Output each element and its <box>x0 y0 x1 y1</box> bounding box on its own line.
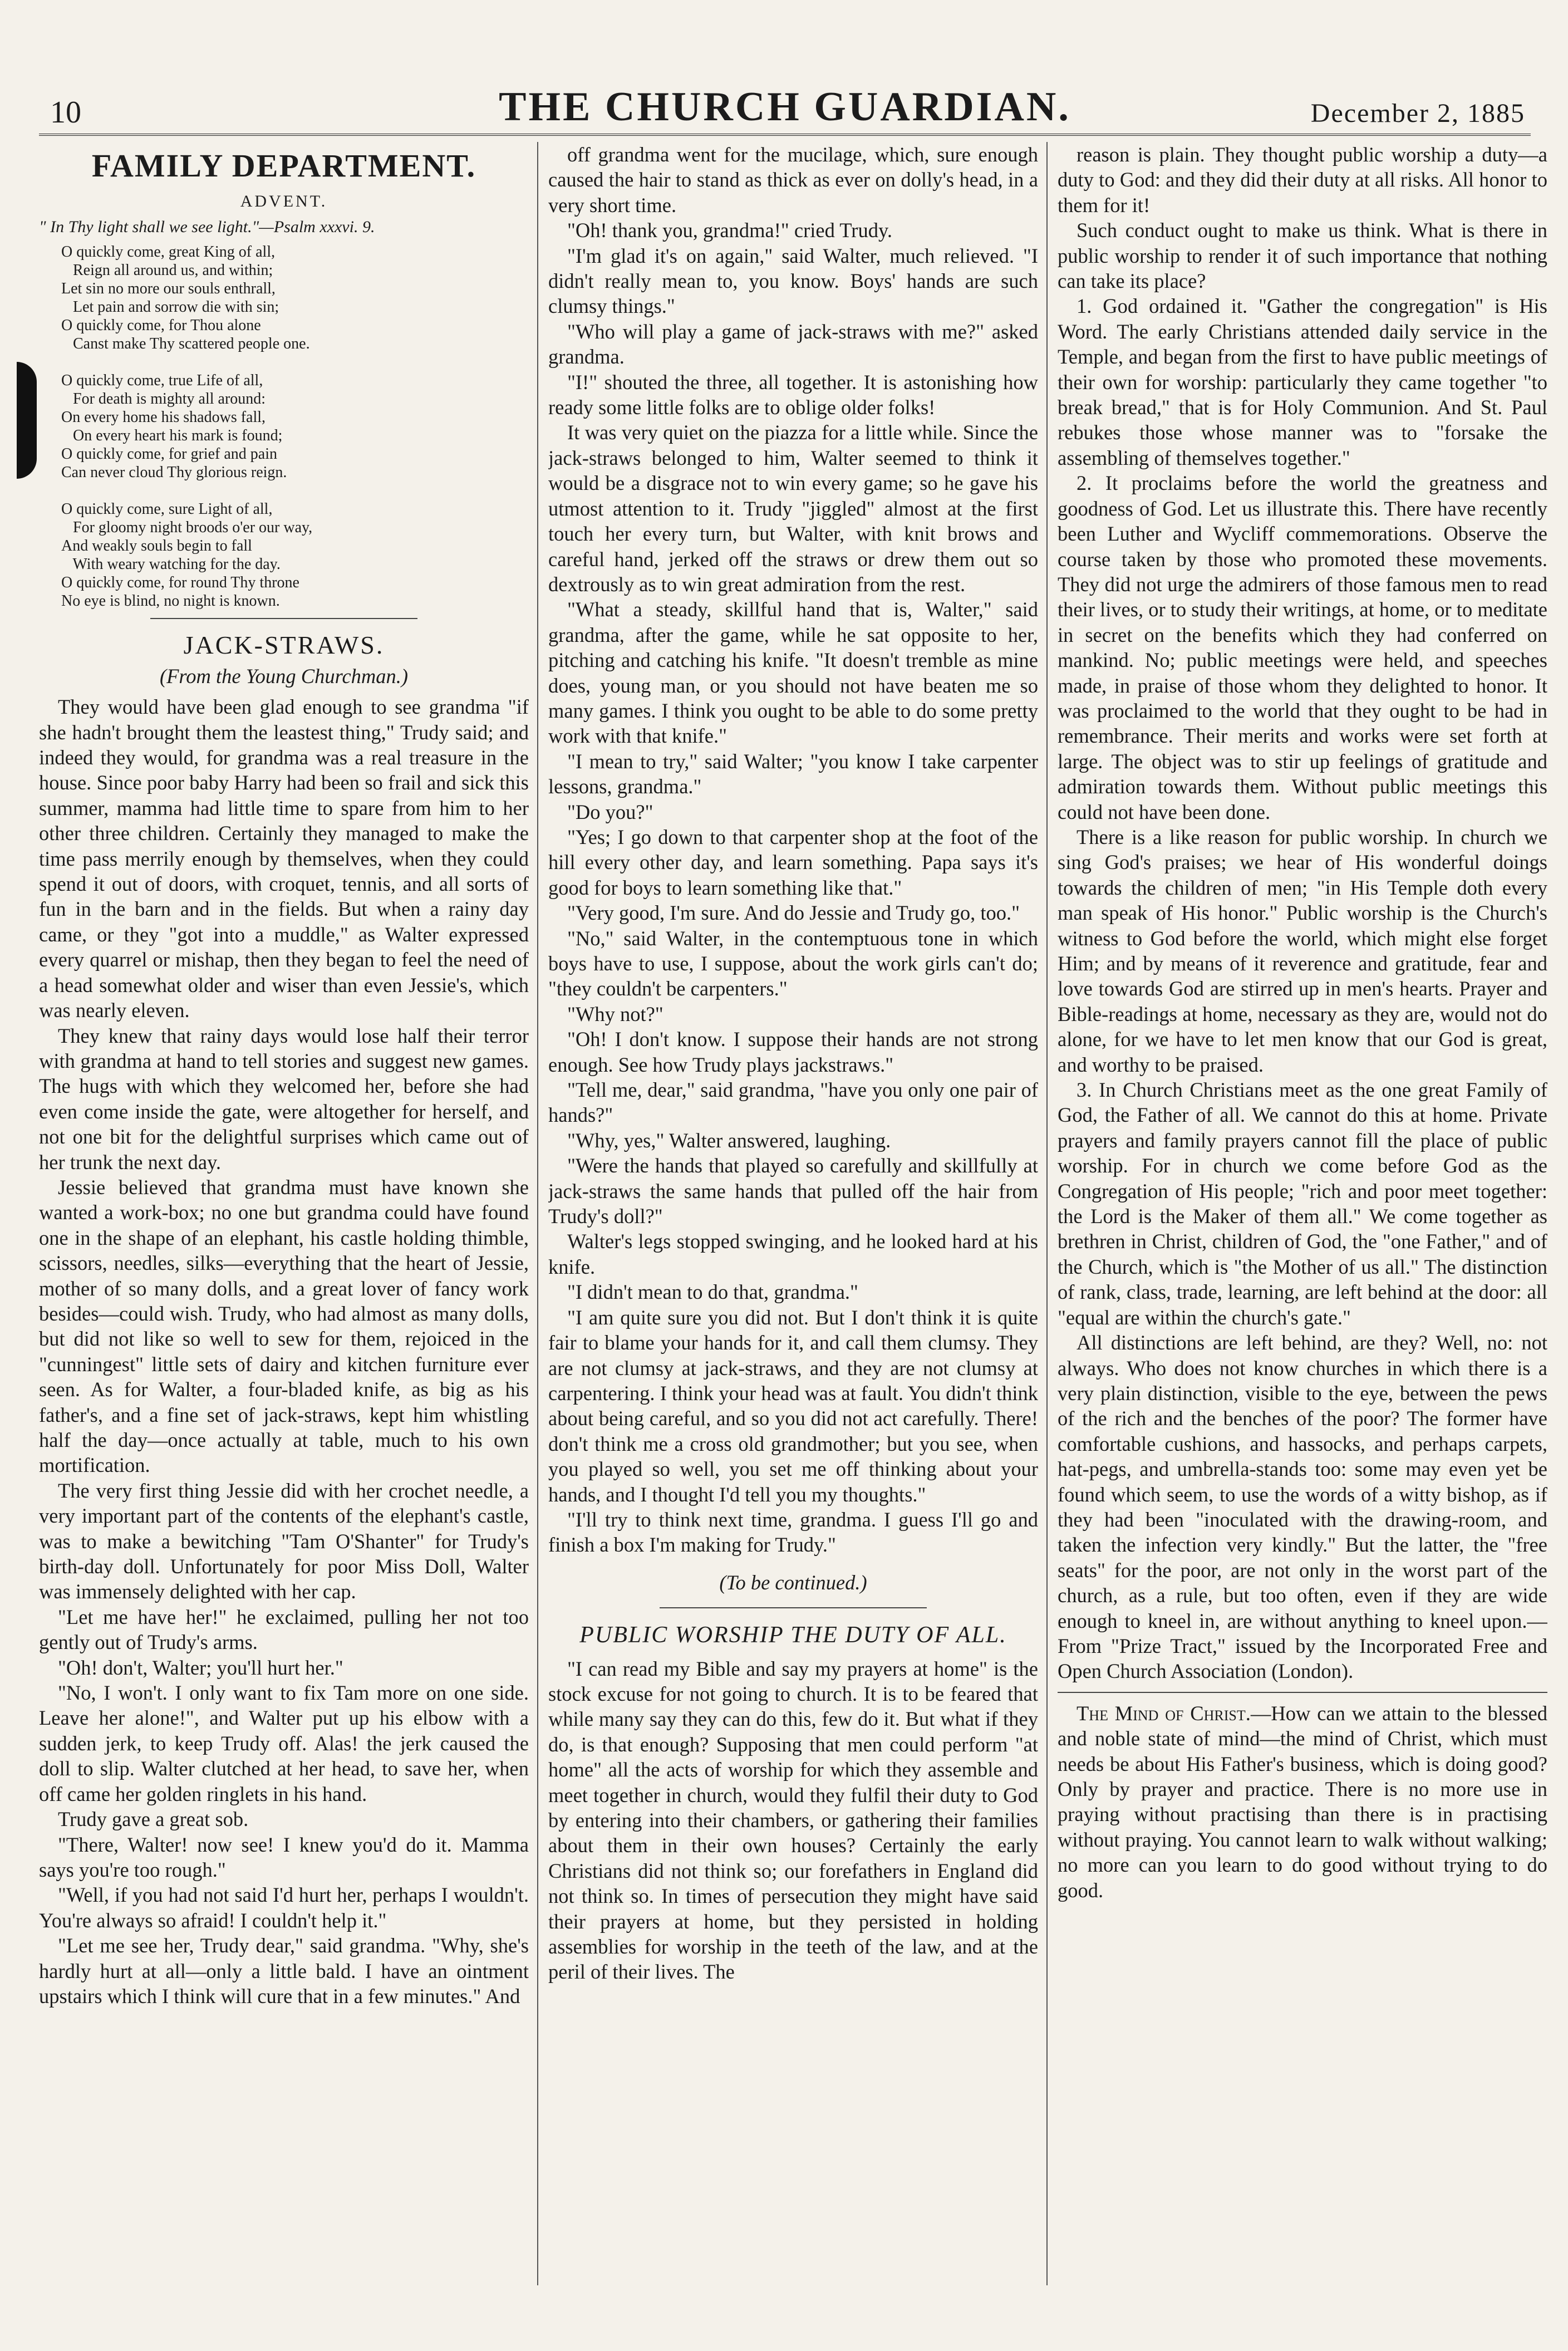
story-paragraph: "Oh! I don't know. I suppose their hands are not strong enough. See how Trudy plays jackstraws." <box>548 1028 1038 1076</box>
story-paragraph: Walter's legs stopped swinging, and he looked hard at his knife. <box>548 1230 1038 1278</box>
mind-of-christ-paragraph <box>1058 1701 1547 1903</box>
masthead <box>39 72 1531 136</box>
story-paragraph: They knew that rainy days would lose half their terror with grandma at hand to tell stories and suggest new games. The hugs with which they welcomed her, before she had even come inside the gate, were altogether for herself, and not one bit for the delightful surprises which came out of her trunk the next day. <box>39 1024 529 1174</box>
story-paragraph: "Oh! thank you, grandma!" cried Trudy. <box>567 219 892 242</box>
verse-line: O quickly come, for Thou alone <box>61 317 261 335</box>
poem-verse <box>61 243 529 610</box>
story-paragraph: "What a steady, skillful hand that is, Walter," said grandma, after the game, while he sat opposite to her, pitching and catching his knife. "It doesn't tremble as mine does, young man, or you should not have beaten me so many games. I think you ought to be able to do some pretty work with that knife." <box>548 598 1038 748</box>
verse-line: For gloomy night broods o'er our way, <box>61 519 313 537</box>
verse-line: Let pain and sorrow die with sin; <box>61 298 279 316</box>
separator-rule <box>150 618 417 619</box>
article-paragraph: 3. In Church Christians meet as the one great Family of God, the Father of all. We cannot do this at home. Private prayers and family prayers cannot fill the place of public worship. For in church we come before God as the Congregation of His people; "rich and poor meet together: the Lord is the Maker of them all." We come together as brethren in Christ, children of God, the "one Father," and of the Church, which is "the Mother of us all." The distinction of rank, class, trade, learning, are left behind at the door: all "equal are within the church's gate." <box>1058 1078 1547 1329</box>
story-paragraph: "I'll try to think next time, grandma. I guess I'll go and finish a box I'm making for Trudy." <box>548 1508 1038 1557</box>
column-middle <box>548 142 1038 2280</box>
story-paragraph: "Well, if you had not said I'd hurt her, perhaps I wouldn't. You're always so afraid! I couldn't help it." <box>39 1883 529 1932</box>
story-paragraph: "No," said Walter, in the contemptuous tone in which boys have to use, I suppose, about the work girls can't do; "they couldn't be carpenters." <box>548 926 1038 1000</box>
story-paragraph: off grandma went for the mucilage, which, sure enough caused the hair to stand as thick as ever on dolly's head, in a very short time. <box>548 143 1038 217</box>
story-paragraph: The very first thing Jessie did with her crochet needle, a very important part of the contents of the elephant's castle, was to make a bewitching "Tam O'Shanter" for Trudy's birth-day doll. Unfortunately for poor Miss Doll, Walter was immensely delighted with her cap. <box>39 1479 529 1603</box>
article-title: PUBLIC WORSHIP THE DUTY OF ALL. <box>579 1622 1007 1648</box>
page-number: 10 <box>50 95 81 130</box>
story-paragraph: It was very quiet on the piazza for a little while. Since the jack-straws belonged to him, Walter seemed to think it would be a disgrace not to win every game; so he gave his utmost attention to it. Trudy "jiggled" almost at the first touch her every turn, but Walter, with knit brows and careful hand, jerked off the straws or drew them out so dextrously as to win great admiration from the rest. <box>548 421 1038 596</box>
verse-line: No eye is blind, no night is known. <box>61 592 280 610</box>
article-body <box>548 1656 1038 1985</box>
issue-date: December 2, 1885 <box>1310 99 1525 128</box>
verse-line: O quickly come, great King of all, <box>61 243 276 261</box>
column-left <box>39 142 529 2280</box>
verse-line: Reign all around us, and within; <box>61 262 273 279</box>
story-source: (From the Young Churchman.) <box>159 664 409 688</box>
story-paragraph: "Why not?" <box>567 1002 663 1025</box>
story-paragraph: "Do you?" <box>567 800 653 823</box>
article-paragraph: 1. God ordained it. "Gather the congregation" is His Word. The early Christians attended daily service in the Temple, and began from the first to have public meetings of their own for worship: particularly they came together "to break bread," that is for Holy Communion. And St. Paul rebukes those whose manner was to "forsake the assembling of themselves together." <box>1058 295 1547 469</box>
verse-line <box>61 482 529 500</box>
verse-line: On every home his shadows fall, <box>61 409 266 426</box>
verse-line: With weary watching for the day. <box>61 556 281 573</box>
story-title: JACK-STRAWS. <box>183 631 385 660</box>
article-paragraph: There is a like reason for public worship. In church we sing God's praises; we hear of His wonderful doings towards the children of men; "in His Temple doth every man speak of His honor." Public worship is the Church's witness to God before the world, which might else forget Him; and by means of it reverence and gratitude, fear and love towards God are stirred up in men's hearts. Prayer and Bible-readings at home, necessary as they are, would not do alone, for we have to let men know that our God is great, and worthy to be praised. <box>1058 825 1547 1076</box>
article-paragraph: All distinctions are left behind, are they? Well, no: not always. Who does not know churches in which there is a very plain distinction, visible to the eye, between the pews of the rich and the benches of the poor? The former have comfortable cushions, and hassocks, and perhaps carpets, hat-pegs, and umbrella-stands too: some may even yet be found which seem, to use the words of a witty bishop, as if they had been "inoculated with the drawing-room, and taken the infection very kindly." But the latter, the "free seats" for the poor, are not only in the worst part of the church, as a rule, but too often, even if they are wide enough to kneel in, are without anything to kneel upon.—From "Prize Tract," issued by the Incorporated Free and Open Church Association (London). <box>1058 1331 1547 1683</box>
verse-line: Let sin no more our souls enthrall, <box>61 280 276 298</box>
column-right <box>1058 142 1547 2280</box>
verse-line: Can never cloud Thy glorious reign. <box>61 464 287 482</box>
column-divider <box>537 142 538 2285</box>
article-paragraph: "I can read my Bible and say my prayers at home" is the stock excuse for not going to church. It is to be feared that while many say they can do this, few do it. But what if they do, is that enough? Supposing that men could perform "at home" all the acts of worship for which they assemble and meet together in church, would they fulfil their duty to God by entering into their chambers, or gathering their families about them in their own houses? Certainly the early Christians did not think so; our forefathers in England did not think so. In times of persecution they might have said their prayers at home, but they persisted in holding assemblies for worship in the teeth of the law, and at the peril of their lives. The <box>548 1657 1038 1984</box>
article-paragraph: Such conduct ought to make us think. What is there in public worship to render it of such importance that nothing can take its place? <box>1058 219 1547 293</box>
poem-title: ADVENT. <box>240 192 328 210</box>
story-paragraph: "Why, yes," Walter answered, laughing. <box>567 1128 891 1152</box>
verse-line: Canst make Thy scattered people one. <box>61 335 310 353</box>
story-paragraph: "Oh! don't, Walter; you'll hurt her." <box>58 1656 343 1679</box>
verse-line: And weakly souls begin to fall <box>61 537 252 555</box>
story-paragraph: "I!" shouted the three, all together. It is astonishing how ready some little folks are to oblige older folks! <box>548 370 1038 419</box>
verse-line: O quickly come, for round Thy throne <box>61 574 299 592</box>
story-body-continued <box>548 142 1038 1558</box>
mind-of-christ-label: The Mind of Christ. <box>1077 1701 1251 1725</box>
story-paragraph: "Yes; I go down to that carpenter shop at the foot of the hill every other day, and learn something. Papa says it's good for boys to learn something like that." <box>548 825 1038 899</box>
continued-note: (To be continued.) <box>719 1570 867 1594</box>
story-paragraph: "Tell me, dear," said grandma, "have you only one pair of hands?" <box>548 1078 1038 1127</box>
verse-line: O quickly come, sure Light of all, <box>61 500 273 518</box>
column-divider <box>1046 142 1048 2285</box>
story-paragraph: "Who will play a game of jack-straws with me?" asked grandma. <box>548 320 1038 369</box>
story-paragraph: "Let me have her!" he exclaimed, pulling her not too gently out of Trudy's arms. <box>39 1605 529 1654</box>
story-paragraph: "Were the hands that played so carefully and skillfully at jack-straws the same hands that pulled off the hair from Trudy's doll?" <box>548 1154 1038 1228</box>
verse-line: For death is mighty all around: <box>61 390 266 408</box>
mind-of-christ-text: —How can we attain to the blessed and noble state of mind—the mind of Christ, which must needs be about His Father's business, which is doing good? Only by prayer and practice. There is no more use in praying without practising than there is in practising without praying. You cannot learn to walk without walking; no more can you learn to do good without trying to do good. <box>1058 1701 1547 1902</box>
article-paragraph: reason is plain. They thought public worship a duty—a duty to God: and they did their duty at all risks. All honor to them for it! <box>1058 143 1547 217</box>
verse-line: O quickly come, for grief and pain <box>61 445 277 463</box>
verse-line <box>61 353 529 371</box>
poem-epigraph: " In Thy light shall we see light."—Psalm xxxvi. 9. <box>39 218 375 237</box>
story-paragraph: "I am quite sure you did not. But I don't think it is quite fair to blame your hands for it, and call them clumsy. They are not clumsy at jack-straws, and they are not clumsy at carpentering. I think your head was at fault. You didn't think about being careful, and so you did not act carefully. There! don't think me a cross old grandmother; but you see, when you played so well, you set me off thinking about your hands, and I thought I'd tell you my thoughts." <box>548 1305 1038 1506</box>
story-paragraph: "I mean to try," said Walter; "you know I take carpenter lessons, grandma." <box>548 749 1038 798</box>
story-paragraph: Jessie believed that grandma must have known she wanted a work-box; no one but grandma could have found one in the shape of an elephant, his castle holding thimble, scissors, needles, silks—everything that the heart of Jessie, mother of so many dolls, and a great lover of fancy work besides—could wish. Trudy, who had almost as many dolls, but did not like so well to sew for them, rejoiced in the "cunningest" little sets of dairy and kitchen furniture ever seen. As for Walter, a four-bladed knife, as big as his father's, and a fine set of jack-straws, kept him whistling half the day—once actually at table, much to his own mortification. <box>39 1175 529 1477</box>
story-paragraph: "No, I won't. I only want to fix Tam more on one side. Leave her alone!", and Walter put up his elbow with a sudden jerk, to keep Trudy off. Alas! the jerk caused the doll to slip. Walter clutched at her head, to save her, when off came her golden ringlets in his hand. <box>39 1681 529 1805</box>
ink-blot <box>17 362 37 479</box>
newspaper-title: THE CHURCH GUARDIAN. <box>499 84 1071 130</box>
section-title: FAMILY DEPARTMENT. <box>91 148 476 184</box>
story-paragraph: "Let me see her, Trudy dear," said grandma. "Why, she's hardly hurt at all—only a little bald. I have an ointment upstairs which I think will cure that in a few minutes." And <box>39 1934 529 2008</box>
separator-rule <box>1058 1692 1547 1693</box>
story-body <box>39 694 529 2009</box>
story-paragraph: "Very good, I'm sure. And do Jessie and Trudy go, too." <box>567 901 1020 925</box>
verse-line: On every heart his mark is found; <box>61 427 283 445</box>
story-paragraph: Trudy gave a great sob. <box>58 1808 249 1831</box>
story-paragraph: They would have been glad enough to see grandma "if she hadn't brought them the leastest thing," Trudy said; and indeed they would, for grandma was a real treasure in the house. Since poor baby Harry had been so frail and sick this summer, mamma had little time to spare from him to her other three children. Certainly they managed to make the time pass merrily enough by themselves, when they could spend it out of doors, with croquet, tennis, and all sorts of fun in the barn and in the fields. But when a rainy day came, or they "got into a muddle," as Walter expressed every quarrel or mishap, then they began to feel the need of a head somewhat older and wiser than even Jessie's, which was nearly eleven. <box>39 695 529 1022</box>
story-paragraph: "I'm glad it's on again," said Walter, much relieved. "I didn't really mean to, you know. Boys' hands are such clumsy things." <box>548 244 1038 318</box>
article-body-continued <box>1058 142 1547 1684</box>
story-paragraph: "I didn't mean to do that, grandma." <box>567 1280 858 1304</box>
verse-line: O quickly come, true Life of all, <box>61 372 263 390</box>
story-paragraph: "There, Walter! now see! I knew you'd do it. Mamma says you're too rough." <box>39 1833 529 1881</box>
article-paragraph: 2. It proclaims before the world the greatness and goodness of God. Let us illustrate this. There have recently been Luther and Wycliff commemorations. Observe the course taken by those who promoted these movements. They did not urge the admirers of those famous men to read their lives, or to study their writings, at home, or to meditate in secret on the benefits which they had conferred on mankind. No; public meetings were held, and speeches made, in praise of those whom they delighted to honor. It was proclaimed to the world that they ought to be had in remembrance. Their merits and works were set forth at large. The object was to stir up feelings of gratitude and admiration towards them. Without public meetings this could not have been done. <box>1058 472 1547 823</box>
separator-rule <box>660 1607 927 1608</box>
